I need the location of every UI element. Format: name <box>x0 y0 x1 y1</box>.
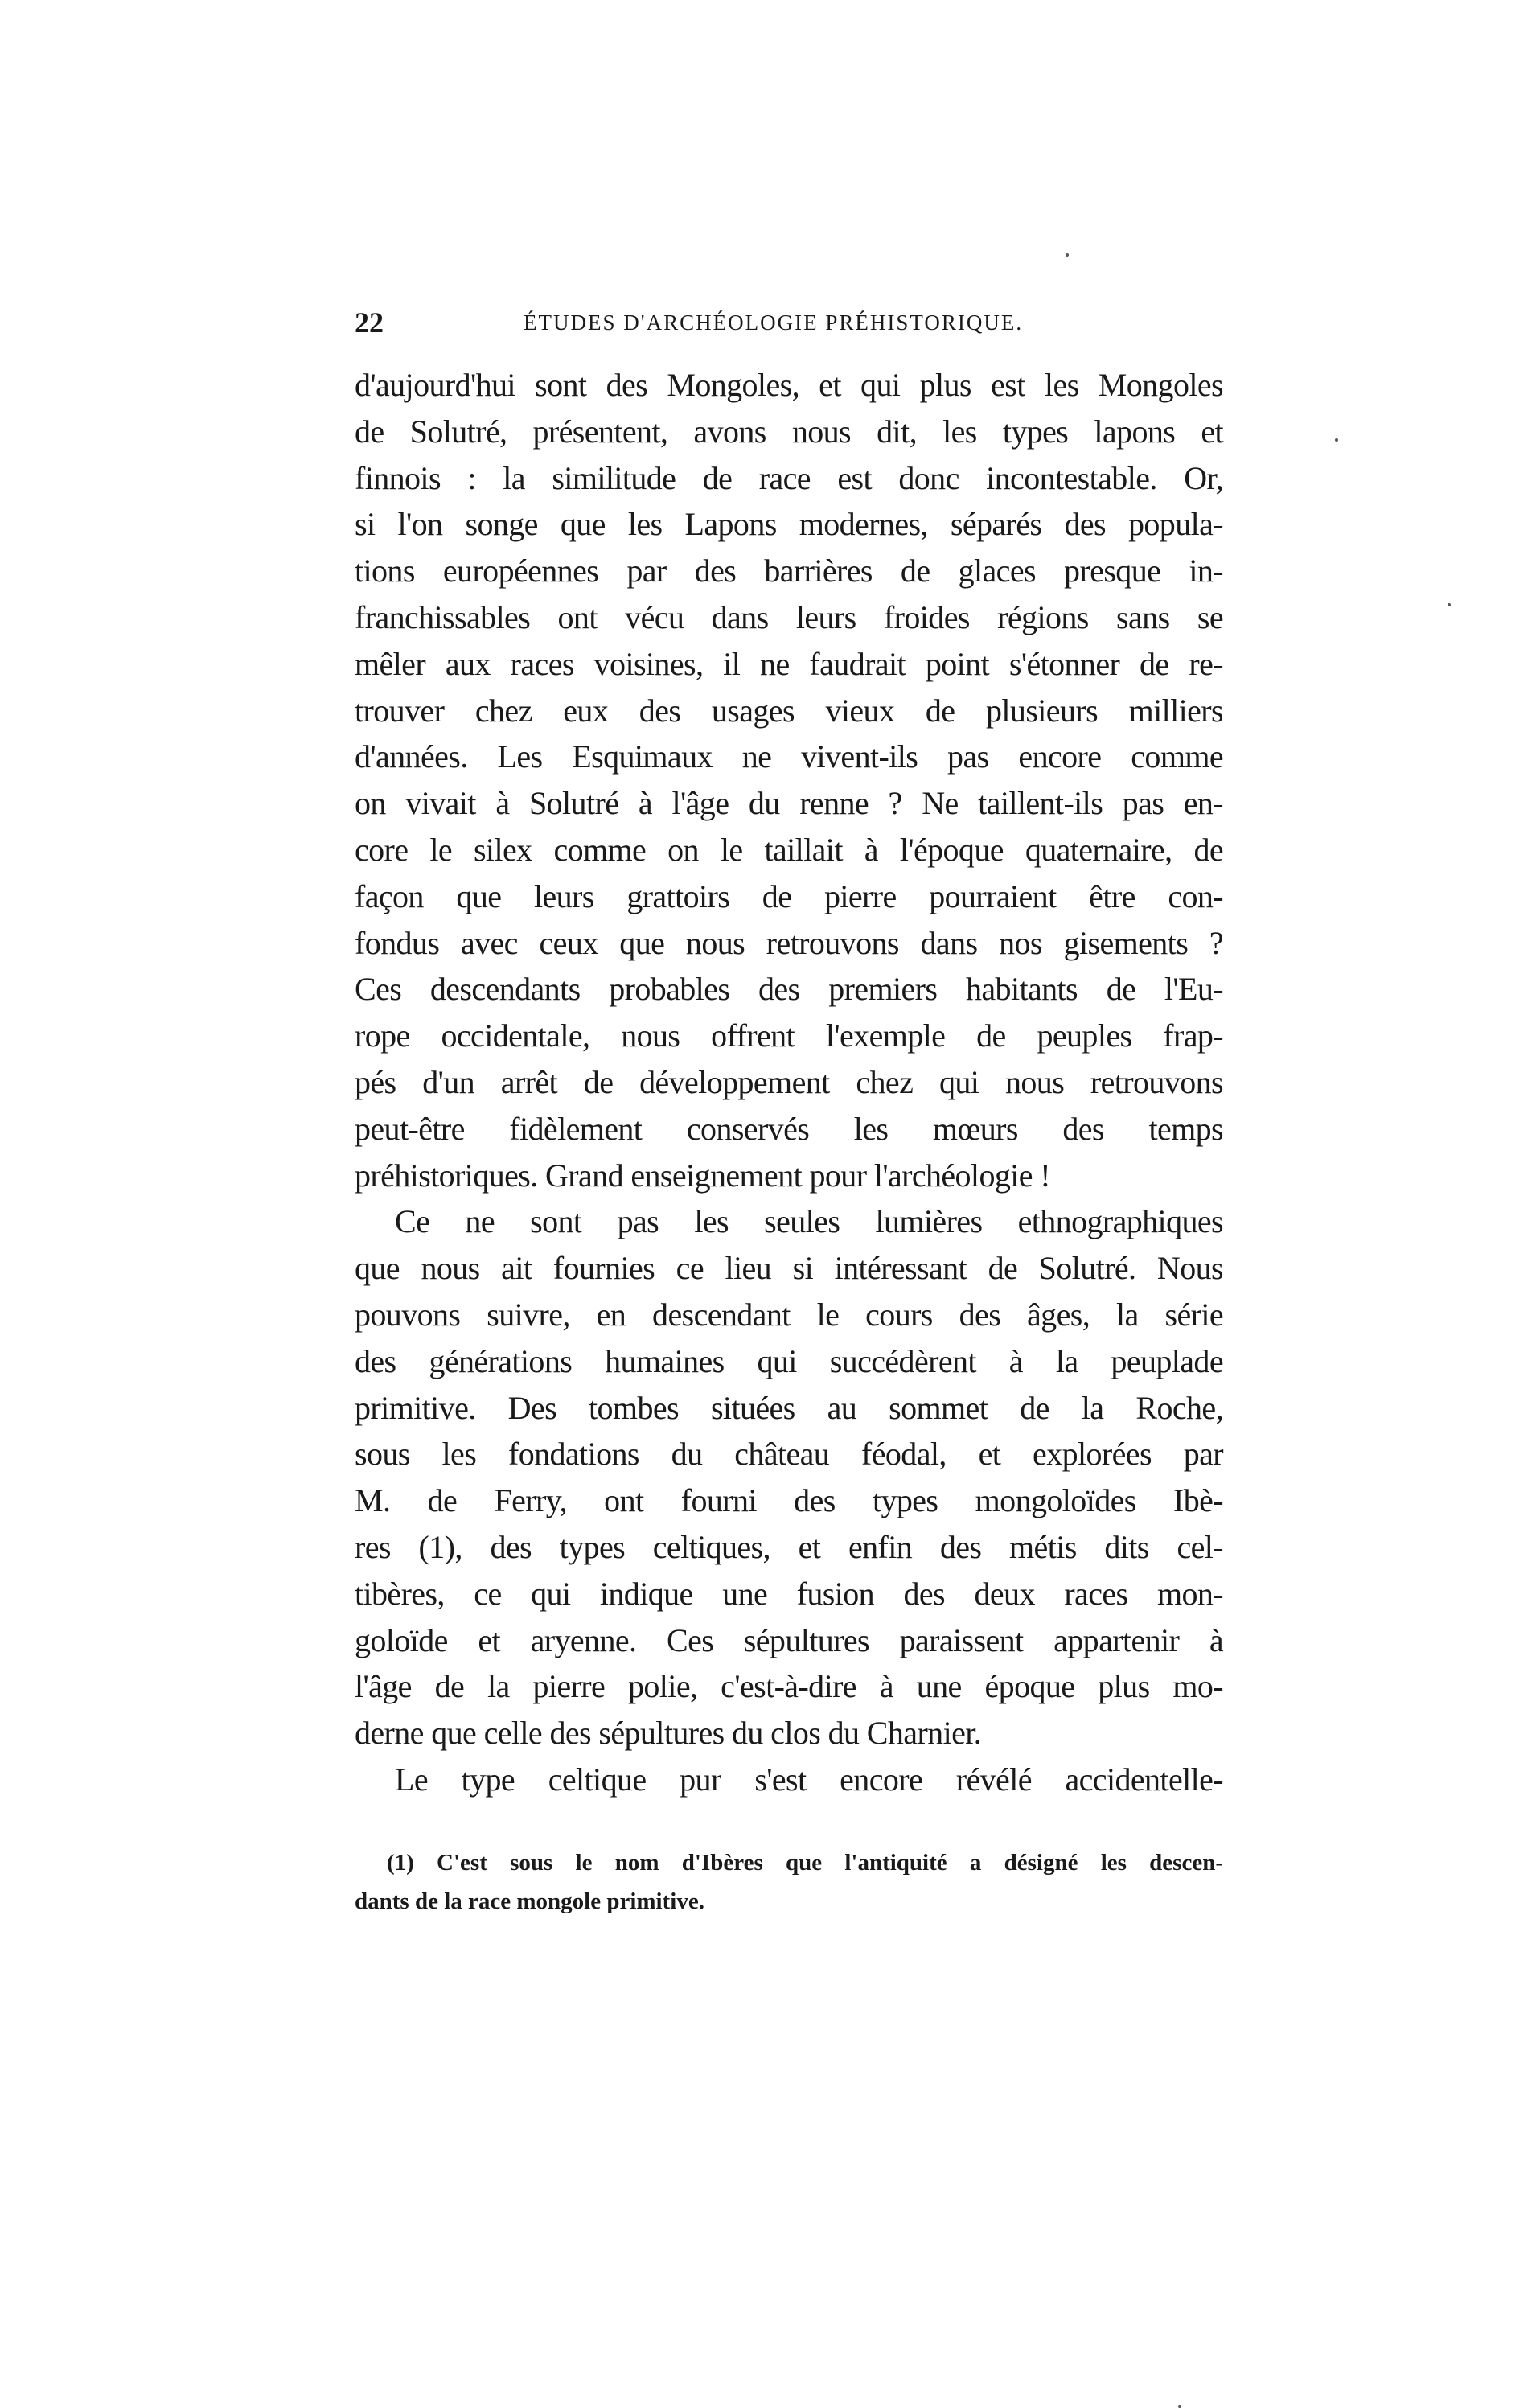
speck <box>1448 603 1451 606</box>
speck <box>1178 2405 1181 2408</box>
running-title: ÉTUDES D'ARCHÉOLOGIE PRÉHISTORIQUE. <box>524 310 1024 335</box>
body-text <box>355 362 1223 1803</box>
text-line: franchissables ont vécu dans leurs froides régions sans se <box>355 598 1223 635</box>
text-line: rope occidentale, nous offrent l'exemple de peuples frap- <box>355 1017 1223 1054</box>
footnote-line: (1) C'est sous le nom d'Ibères que l'antiquité a désigné les descen- <box>387 1850 1223 1876</box>
text-line: pés d'un arrêt de développement chez qui nous retrouvons <box>355 1063 1223 1100</box>
text-line: derne que celle des sépultures du clos du Charnier. <box>355 1715 982 1752</box>
speck <box>1066 253 1069 257</box>
text-line: fondus avec ceux que nous retrouvons dans nos gisements ? <box>355 924 1223 961</box>
text-line: façon que leurs grattoirs de pierre pourraient être con- <box>355 877 1223 914</box>
text-line: Ce ne sont pas les seules lumières ethnographiques <box>395 1203 1223 1240</box>
text-line: Le type celtique pur s'est encore révélé accidentelle- <box>395 1761 1223 1798</box>
text-line: si l'on songe que les Lapons modernes, séparés des popula- <box>355 506 1223 543</box>
text-line: d'années. Les Esquimaux ne vivent-ils pas encore comme <box>355 738 1223 775</box>
text-line: mêler aux races voisines, il ne faudrait point s'étonner de re- <box>355 645 1223 682</box>
text-line: pouvons suivre, en descendant le cours des âges, la série <box>355 1296 1223 1333</box>
text-line: finnois : la similitude de race est donc incontestable. Or, <box>355 459 1223 496</box>
text-line: des générations humaines qui succédèrent à la peuplade <box>355 1342 1223 1379</box>
text-line: M. de Ferry, ont fourni des types mongoloïdes Ibè- <box>355 1482 1223 1519</box>
text-line: trouver chez eux des usages vieux de plusieurs milliers <box>355 692 1223 729</box>
text-line: que nous ait fournies ce lieu si intéressant de Solutré. Nous <box>355 1250 1223 1287</box>
page-header <box>355 306 1223 346</box>
page-number: 22 <box>355 306 384 339</box>
text-line: tions européennes par des barrières de glaces presque in- <box>355 553 1223 590</box>
text-line: on vivait à Solutré à l'âge du renne ? Ne taillent-ils pas en- <box>355 785 1223 822</box>
text-line: res (1), des types celtiques, et enfin des métis dits cel- <box>355 1528 1223 1565</box>
text-line: tibères, ce qui indique une fusion des deux races mon- <box>355 1575 1223 1612</box>
text-line: de Solutré, présentent, avons nous dit, les types lapons et <box>355 413 1223 450</box>
text-line: sous les fondations du château féodal, et explorées par <box>355 1436 1223 1473</box>
text-line: d'aujourd'hui sont des Mongoles, et qui plus est les Mongoles <box>355 367 1223 403</box>
speck <box>1335 438 1338 442</box>
footnote <box>355 1843 1223 1921</box>
text-line: peut-être fidèlement conservés les mœurs des temps <box>355 1110 1223 1147</box>
text-line: primitive. Des tombes situées au sommet de la Roche, <box>355 1389 1223 1426</box>
footnote-line: dants de la race mongole primitive. <box>355 1888 704 1914</box>
text-line: l'âge de la pierre polie, c'est-à-dire à une époque plus mo- <box>355 1668 1223 1705</box>
text-line: Ces descendants probables des premiers habitants de l'Eu- <box>355 971 1223 1008</box>
text-line: préhistoriques. Grand enseignement pour l'archéologie ! <box>355 1157 1051 1194</box>
text-line: goloïde et aryenne. Ces sépultures paraissent appartenir à <box>355 1621 1223 1658</box>
text-line: core le silex comme on le taillait à l'époque quaternaire, de <box>355 831 1223 868</box>
